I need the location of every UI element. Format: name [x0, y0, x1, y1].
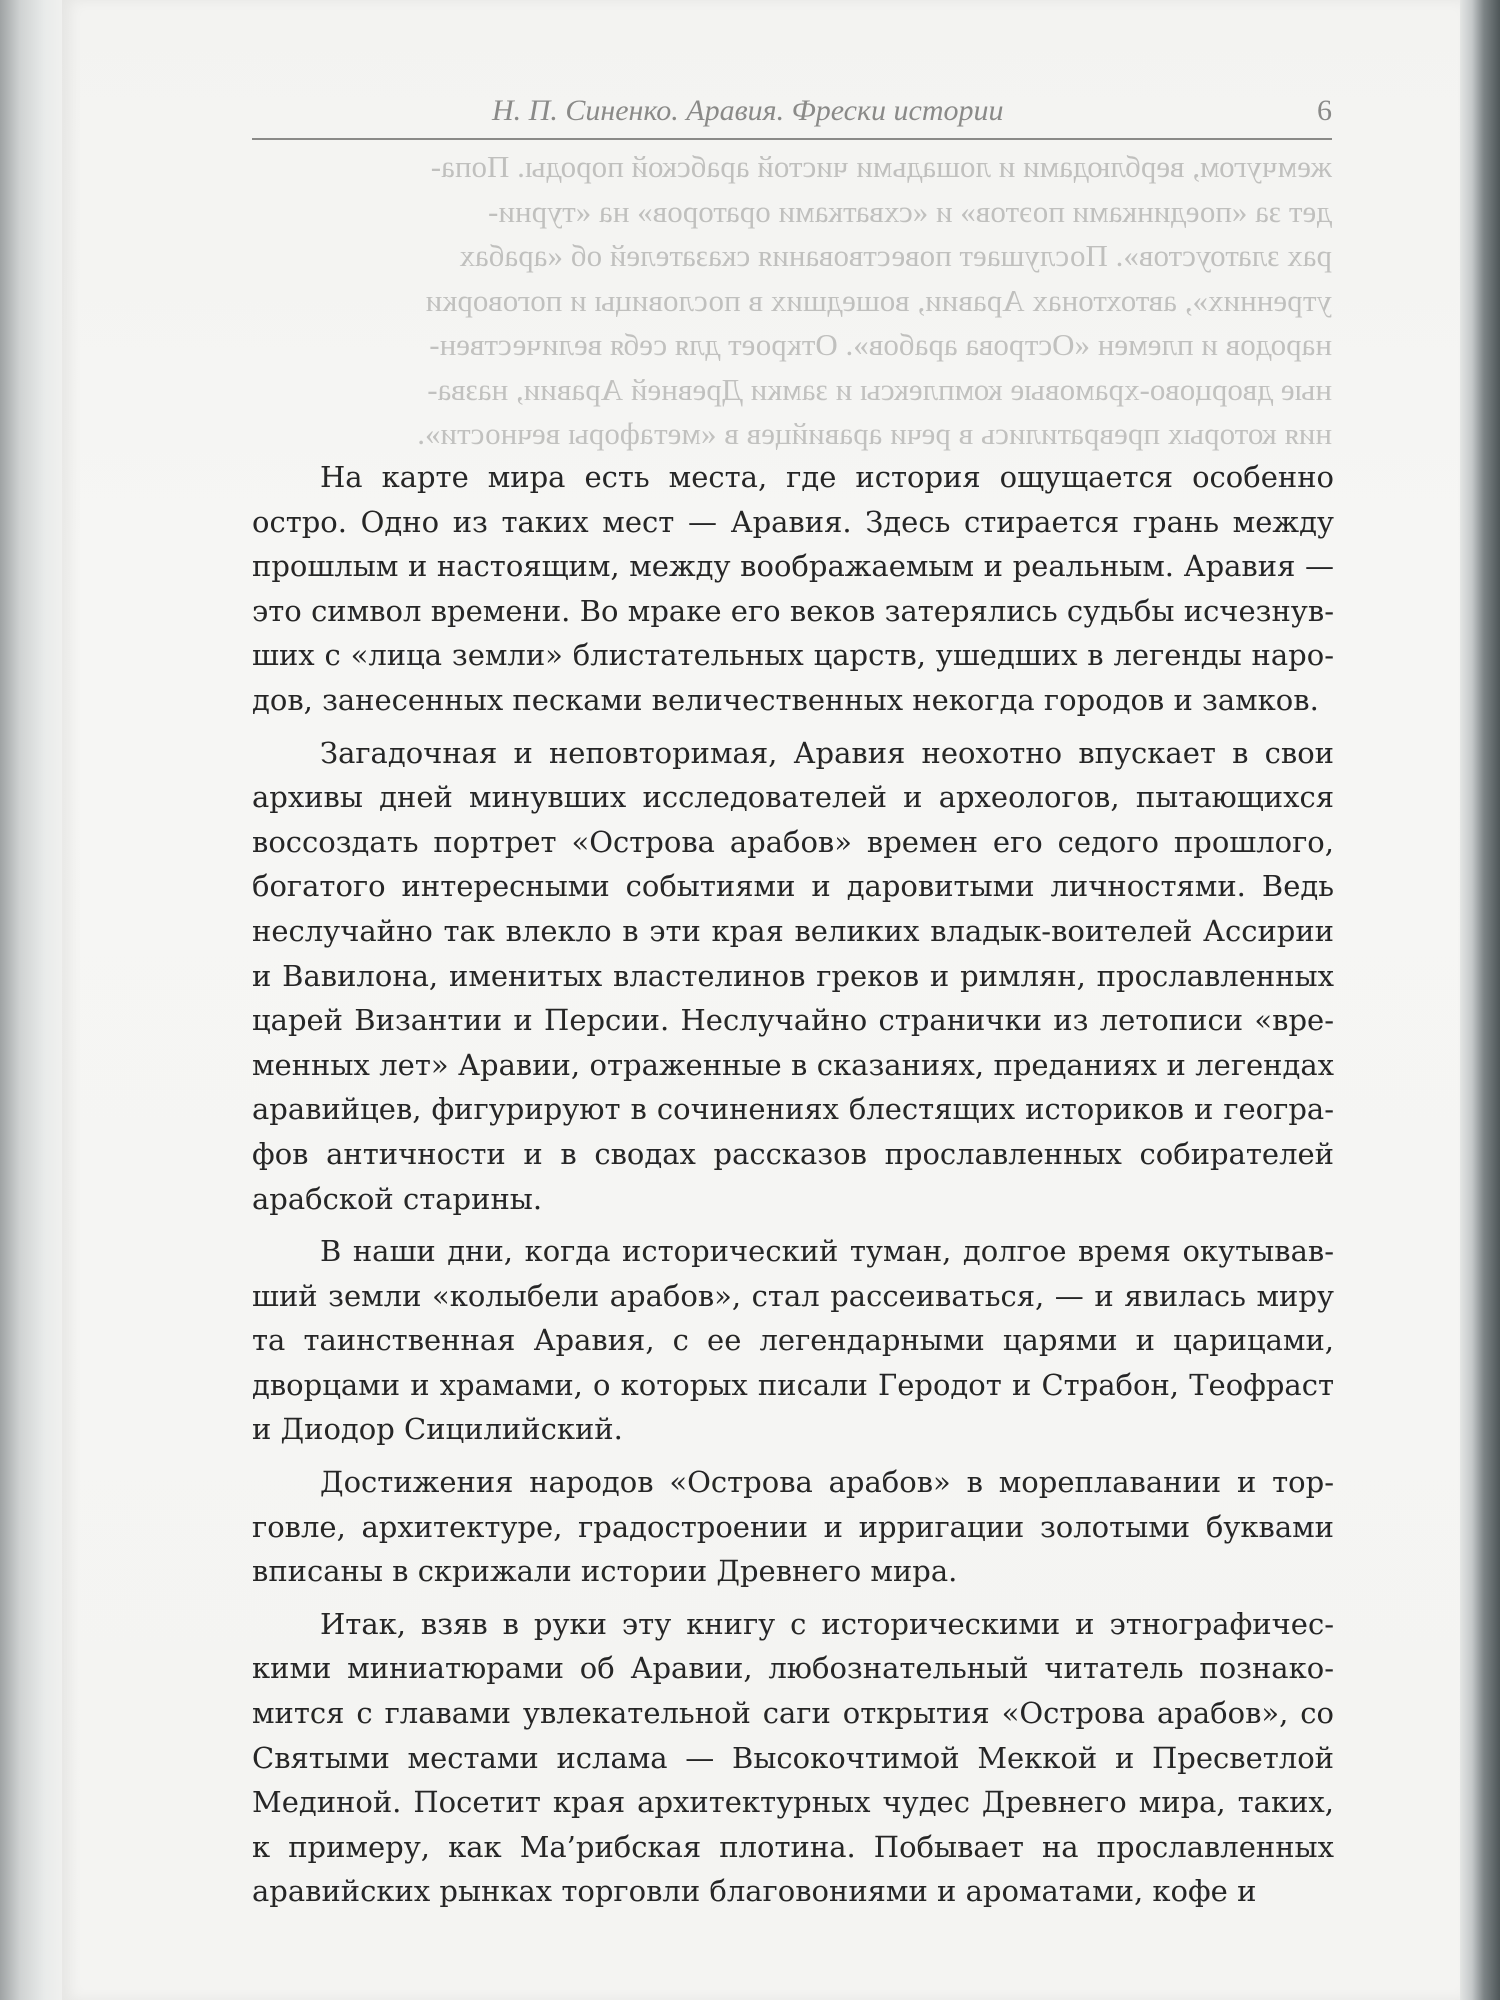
paragraph: В наши дни, когда исторический туман, долгое время окутывавший земли «колыбели арабов», стал рассеиваться, — и явилась миру та таинственная Аравия, с ее легендарными царями и царицами, дворцами и храмами, о которых писали Геродот и Страбон, Теофраст и Диодор Сицилийский.	[252, 1234, 1334, 1447]
running-head	[252, 90, 1332, 140]
bleed-through-line: народов и племен «Острова арабов». Откроет для себя величествен-	[429, 327, 1332, 362]
running-head-title: Н. П. Синенко. Аравия. Фрески истории	[492, 94, 1004, 127]
book-page	[62, 0, 1460, 2000]
bleed-through-line: рах златоустов». Послушает повествования сказателей об «арабах	[459, 238, 1332, 273]
bleed-through-line: утренних», автохтонах Аравии, вошедших в пословицы и поговорки	[425, 282, 1332, 318]
bleed-through-line: дет за «поединками поэтов» и «схватками ораторов» на «турни-	[488, 193, 1332, 229]
bleed-through-line: ния которых превратились в речи аравийцев в «метафоры вечности».	[417, 416, 1332, 451]
page-stack-edge	[1460, 0, 1500, 2000]
paragraph: Итак, взяв в руки эту книгу с историческими и этнографическими миниатюрами об Аравии, любознательный читатель познакомится с главами увлекательной саги открытия «Острова арабов», со Святыми местами ислама — Высокочтимой Меккой и Пресветлой Мединой. Посетит края архитектурных чудес Древнего мира, таких, к примеру, как Ма’рибская плотина. Побывает на прославленных аравийских рынках торговли благовониями и ароматами, кофе и	[252, 1606, 1334, 1909]
page-number: 6	[1317, 94, 1332, 127]
paragraph: Достижения народов «Острова арабов» в мореплавании и торговле, архитектуре, градостроении и ирригации золотыми буквами вписаны в скрижали истории Древнего мира.	[252, 1465, 1334, 1589]
bleed-through-line: ные дворцово-храмовые комплексы и замки Древней Аравии, назва-	[427, 371, 1332, 407]
paragraph: На карте мира есть места, где история ощущается особенно остро. Одно из таких мест — Аравия. Здесь стирается грань между прошлым и настоящим, между воображаемым и реальным. Аравия — это символ времени. Во мраке его веков затерялись судьбы исчезнувших с «лица земли» блистательных царств, ушедших в легенды народов, занесенных песками величественных некогда городов и замков.	[252, 460, 1334, 717]
paragraph: Загадочная и неповторимая, Аравия неохотно впускает в свои архивы дней минувших исследователей и археологов, пытающихся воссоздать портрет «Острова арабов» времен его седого прошлого, богатого интересными событиями и даровитыми личностями. Ведь неслучайно так влекло в эти края великих владык-воителей Ассирии и Вавилона, именитых властелинов греков и римлян, прославленных царей Византии и Персии. Неслучайно странички из летописи «временных лет» Аравии, отраженные в сказаниях, преданиях и легендах аравийцев, фигурируют в сочинениях блестящих историков и географов античности и в сводах рассказов прославленных собирателей арабской старины.	[252, 735, 1334, 1216]
body-text	[252, 455, 1334, 1922]
bleed-through-line: жемчугом, верблюдами и лошадьми чистой арабской породы. Попа-	[430, 149, 1332, 184]
bleed-through-text	[252, 145, 1332, 457]
